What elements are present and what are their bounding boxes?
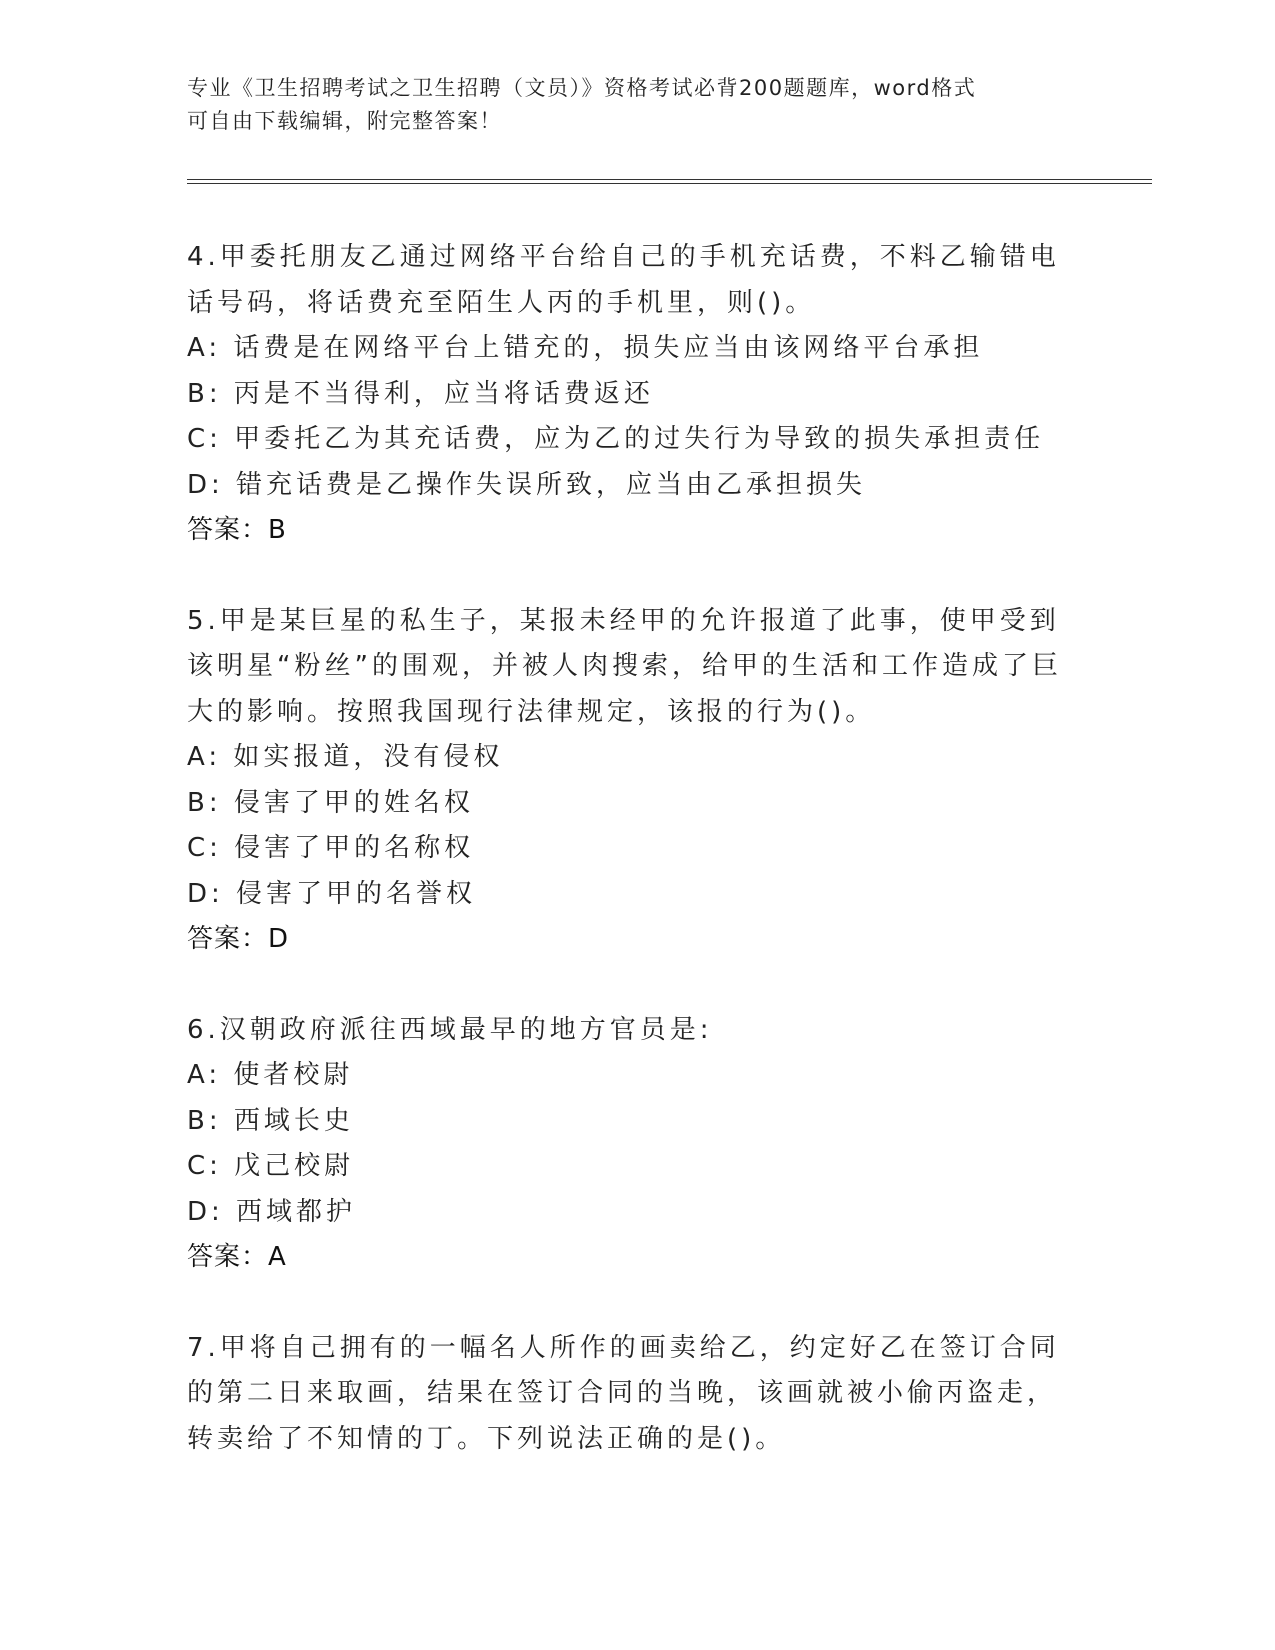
header-line-2: 可自由下载编辑，附完整答案！ <box>187 109 502 133</box>
option-b: B: 丙是不当得利，应当将话费返还 <box>187 378 654 409</box>
question-stem: 6.汉朝政府派往西域最早的地方官员是: <box>187 1014 713 1045</box>
option-b: B: 西域长史 <box>187 1105 354 1136</box>
option-b: B: 侵害了甲的姓名权 <box>187 787 474 818</box>
question-stem: 7.甲将自己拥有的一幅名人所作的画卖给乙，约定好乙在签订合同的第二日来取画，结果在签订合同的当晚，该画就被小偷丙盗走，转卖给了不知情的丁。下列说法正确的是()。 <box>187 1332 1060 1454</box>
answer-label: 答案：B <box>187 515 287 545</box>
question-7 <box>187 1326 1067 1463</box>
question-4 <box>187 235 1067 554</box>
option-a: A: 使者校尉 <box>187 1060 354 1090</box>
option-a: A: 如实报道，没有侵权 <box>187 742 504 772</box>
document-header <box>187 72 1067 138</box>
header-divider-top <box>187 179 1152 180</box>
question-stem: 4.甲委托朋友乙通过网络平台给自己的手机充话费，不料乙输错电话号码，将话费充至陌生人丙的手机里，则()。 <box>187 242 1060 318</box>
header-divider-bottom <box>187 183 1152 184</box>
question-6 <box>187 1008 1067 1281</box>
question-stem: 5.甲是某巨星的私生子，某报未经甲的允许报道了此事，使甲受到该明星“粉丝”的围观，并被人肉搜索，给甲的生活和工作造成了巨大的影响。按照我国现行法律规定，该报的行为()。 <box>187 605 1062 727</box>
option-d: D: 西域都护 <box>187 1196 357 1227</box>
question-5 <box>187 599 1067 963</box>
question-list <box>187 235 1067 1507</box>
answer-label: 答案：A <box>187 1242 287 1272</box>
option-c: C: 甲委托乙为其充话费，应为乙的过失行为导致的损失承担责任 <box>187 424 1045 454</box>
option-d: D: 错充话费是乙操作失误所致，应当由乙承担损失 <box>187 469 867 500</box>
option-d: D: 侵害了甲的名誉权 <box>187 878 477 909</box>
answer-label: 答案：D <box>187 924 290 954</box>
option-c: C: 侵害了甲的名称权 <box>187 833 475 863</box>
header-line-1: 专业《卫生招聘考试之卫生招聘（文员）》资格考试必背200题题库，word格式 <box>187 76 977 100</box>
option-c: C: 戊己校尉 <box>187 1151 355 1181</box>
option-a: A: 话费是在网络平台上错充的，损失应当由该网络平台承担 <box>187 333 984 363</box>
